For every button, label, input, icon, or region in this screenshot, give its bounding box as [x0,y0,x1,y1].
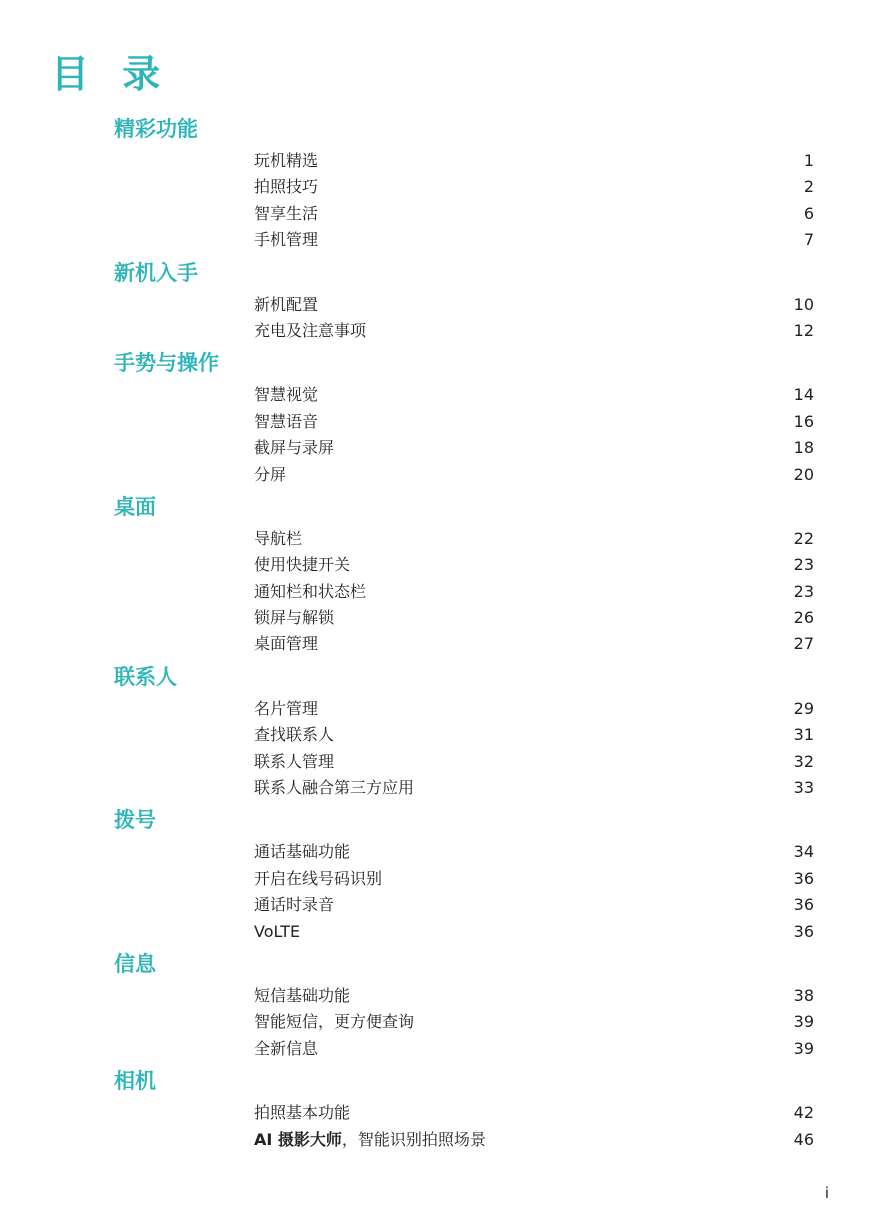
toc-entry[interactable] [0,775,869,801]
toc-section-title[interactable]: 手势与操作 [114,351,219,376]
toc-section-title[interactable]: 信息 [114,951,156,976]
toc-section [0,116,869,254]
toc-entry[interactable] [0,631,869,657]
toc-entry-page: 23 [793,581,814,601]
toc-entry[interactable] [0,839,869,865]
toc-entry-label: 拍照基本功能 [254,1103,351,1123]
toc-entry[interactable] [0,148,869,174]
toc-entry-label: 新机配置 [254,294,319,314]
toc-entry-label: 桌面管理 [254,634,319,654]
toc-entry-page: 20 [793,464,814,484]
toc-entry-page: 33 [793,778,814,798]
toc-entry-page: 36 [793,895,814,915]
toc-entry[interactable] [0,382,869,408]
toc-section [0,260,869,345]
toc-entry[interactable] [0,1009,869,1035]
toc-entry-label: 智能短信，更方便查询 [254,1012,415,1032]
toc-entry-label: 通话时录音 [254,895,335,915]
toc-entry[interactable] [0,174,869,200]
toc-entry-label: 短信基础功能 [254,985,351,1005]
toc-entry[interactable] [0,409,869,435]
toc-entry-page: 36 [793,921,814,941]
toc-entry-label: 使用快捷开关 [254,555,351,575]
toc-entry-page: 7 [803,230,814,250]
toc-entry-page: 29 [793,698,814,718]
toc-entry-label: 通话基础功能 [254,842,351,862]
toc-entry[interactable] [0,1100,869,1126]
toc-entry[interactable] [0,1127,869,1153]
toc-entry-label: 全新信息 [254,1038,319,1058]
toc-entry-label: 导航栏 [254,528,303,548]
toc-section-title[interactable]: 拨号 [114,808,156,833]
toc-entry-label: 联系人融合第三方应用 [254,778,415,798]
toc-entry[interactable] [0,1036,869,1062]
toc-section [0,951,869,1062]
toc-entry-label-bold: AI 摄影大师 [254,1129,342,1149]
toc-entry[interactable] [0,435,869,461]
toc-entry-page: 34 [793,842,814,862]
toc-entry[interactable] [0,722,869,748]
toc-entry-label-rest: ，智能识别拍照场景 [341,1129,486,1149]
toc-entry-page: 42 [793,1103,814,1123]
toc-entry-page: 36 [793,868,814,888]
toc-section-title[interactable]: 新机入手 [114,260,198,285]
toc-entry[interactable] [0,526,869,552]
toc-entry-page: 39 [793,1012,814,1032]
toc-entry-label: 截屏与录屏 [254,438,335,458]
toc-entry[interactable] [0,749,869,775]
toc-entry-page: 1 [803,151,814,170]
toc-entry-page: 38 [793,985,814,1005]
toc-entry-page: 14 [793,385,814,405]
toc-entry-label: 开启在线号码识别 [254,868,383,888]
toc-entry[interactable] [0,983,869,1009]
toc-entry-page: 31 [793,725,814,745]
table-of-contents [0,112,869,1153]
toc-entry[interactable] [0,892,869,918]
toc-entry-label: 联系人管理 [254,751,335,771]
toc-entry[interactable] [0,579,869,605]
toc-entry-page: 18 [793,438,814,458]
toc-entry-label: 锁屏与解锁 [254,608,335,628]
toc-entry-label: 智慧视觉 [254,385,319,405]
toc-section-title[interactable]: 精彩功能 [114,117,198,141]
toc-entry-label: 通知栏和状态栏 [254,581,367,601]
toc-entry-label: 查找联系人 [254,725,335,745]
toc-entry[interactable] [0,605,869,631]
toc-entry-page: 26 [793,608,814,628]
page-title: 目 录 [51,52,171,96]
toc-section-title[interactable]: 桌面 [114,494,156,519]
toc-entry-label: 充电及注意事项 [254,320,367,340]
toc-section [0,494,869,658]
toc-entry-page: 6 [803,203,814,223]
toc-entry-page: 46 [793,1129,814,1149]
toc-section [0,350,869,488]
toc-entry-page: 39 [793,1038,814,1058]
toc-entry-label: 智享生活 [254,203,319,223]
toc-entry[interactable] [0,292,869,318]
toc-entry-page: 27 [793,634,814,654]
toc-entry-label: 分屏 [254,464,287,484]
toc-entry-page: 2 [803,177,814,197]
toc-section-title[interactable]: 联系人 [114,664,177,689]
toc-entry[interactable] [0,919,869,945]
toc-entry-page: 12 [793,320,814,340]
toc-entry[interactable] [0,866,869,892]
toc-section-title[interactable]: 相机 [114,1069,156,1094]
toc-entry-label: 拍照技巧 [254,177,319,197]
toc-entry-label: 名片管理 [254,698,319,718]
toc-section [0,807,869,945]
toc-entry[interactable] [0,318,869,344]
toc-entry-label: 智慧语音 [254,411,319,431]
toc-entry-label: VoLTE [254,921,301,941]
page-number: i [824,1184,829,1202]
toc-section [0,664,869,802]
toc-entry[interactable] [0,227,869,253]
toc-entry-label: 玩机精选 [254,151,319,170]
toc-entry-label [254,1127,486,1153]
toc-entry-page: 10 [793,294,814,314]
toc-entry[interactable] [0,552,869,578]
toc-section [0,1068,869,1153]
toc-entry-page: 16 [793,411,814,431]
toc-entry[interactable] [0,201,869,227]
toc-entry[interactable] [0,462,869,488]
toc-entry-page: 23 [793,555,814,575]
toc-entry-page: 22 [793,528,814,548]
toc-entry[interactable] [0,696,869,722]
toc-entry-label: 手机管理 [254,230,319,250]
toc-entry-page: 32 [793,751,814,771]
